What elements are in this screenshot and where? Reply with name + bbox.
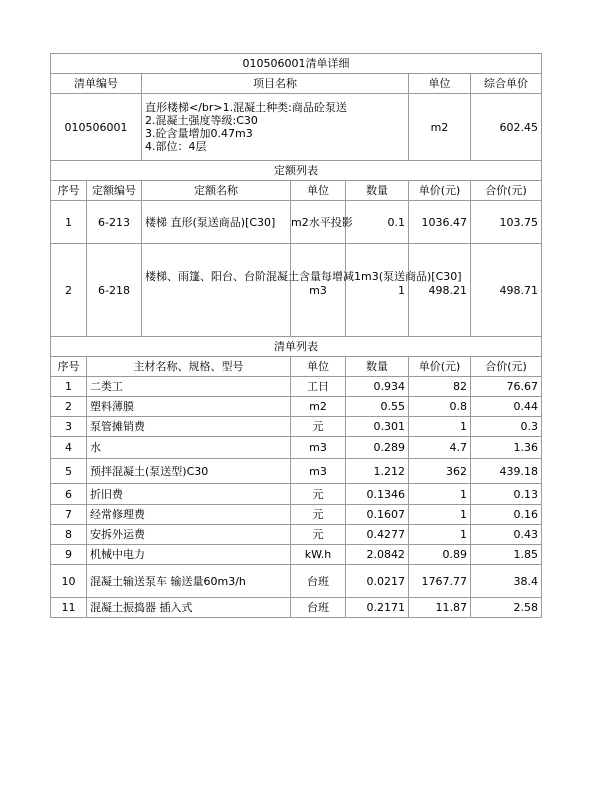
material-seq: 11 — [51, 598, 87, 618]
material-total: 1.36 — [471, 437, 542, 459]
bill-description — [142, 94, 409, 161]
bill-detail-table — [50, 53, 542, 357]
title-row — [51, 54, 542, 74]
material-name: 预拌混凝土(泵送型)C30 — [87, 459, 291, 484]
material-name: 二类工 — [87, 377, 291, 397]
material-unit: 台班 — [291, 598, 346, 618]
material-unit-price: 4.7 — [409, 437, 471, 459]
material-header-row — [51, 357, 542, 377]
material-name: 混凝土振捣器 插入式 — [87, 598, 291, 618]
material-total: 0.16 — [471, 505, 542, 525]
bill-header-row — [51, 74, 542, 94]
material-qty: 0.1346 — [346, 484, 409, 505]
quota-code-header: 定额编号 — [87, 181, 142, 201]
material-total: 0.3 — [471, 417, 542, 437]
quota-unit: m3 — [291, 244, 346, 337]
material-qty: 0.0217 — [346, 565, 409, 598]
material-name: 水 — [87, 437, 291, 459]
material-qty: 0.289 — [346, 437, 409, 459]
material-qty: 2.0842 — [346, 545, 409, 565]
material-name: 塑料薄膜 — [87, 397, 291, 417]
bill-description-line: 3.砼含量增加0.47m3 — [145, 127, 253, 140]
material-unit-price: 1 — [409, 525, 471, 545]
table-row — [51, 437, 542, 459]
quota-unit: m2水平投影 — [291, 201, 346, 244]
material-unit-price: 1 — [409, 417, 471, 437]
table-row — [51, 565, 542, 598]
quota-header-row — [51, 181, 542, 201]
material-unit: 台班 — [291, 565, 346, 598]
bill-description-line: 直形楼梯</br>1.混凝土种类:商品砼泵送 — [145, 101, 347, 114]
bill-price-header: 综合单价 — [471, 74, 542, 94]
bill-price: 602.45 — [471, 94, 542, 161]
quota-name: 楼梯、雨篷、阳台、台阶混凝土含量每增减1m3(泵送商品)[C30] — [142, 244, 291, 337]
table-row — [51, 397, 542, 417]
table-row — [51, 377, 542, 397]
material-name: 机械中电力 — [87, 545, 291, 565]
material-seq: 7 — [51, 505, 87, 525]
material-unit: 元 — [291, 484, 346, 505]
material-qty: 0.934 — [346, 377, 409, 397]
material-unit-price: 1 — [409, 484, 471, 505]
page-title: 010506001清单详细 — [51, 54, 542, 74]
quota-total: 103.75 — [471, 201, 542, 244]
quota-seq-header: 序号 — [51, 181, 87, 201]
quota-seq: 2 — [51, 244, 87, 337]
material-seq: 1 — [51, 377, 87, 397]
table-row — [51, 244, 542, 337]
quota-unit-price-header: 单价(元) — [409, 181, 471, 201]
material-table — [50, 356, 542, 618]
material-total: 2.58 — [471, 598, 542, 618]
table-row — [51, 598, 542, 618]
quota-qty-header: 数量 — [346, 181, 409, 201]
material-seq: 2 — [51, 397, 87, 417]
material-total: 0.13 — [471, 484, 542, 505]
material-name: 安拆外运费 — [87, 525, 291, 545]
material-seq: 4 — [51, 437, 87, 459]
material-unit-header: 单位 — [291, 357, 346, 377]
material-total-header: 合价(元) — [471, 357, 542, 377]
bill-code: 010506001 — [51, 94, 142, 161]
table-row — [51, 459, 542, 484]
material-section-row — [51, 337, 542, 357]
material-unit-price: 1767.77 — [409, 565, 471, 598]
bill-unit: m2 — [409, 94, 471, 161]
bill-unit-header: 单位 — [409, 74, 471, 94]
material-unit-price: 82 — [409, 377, 471, 397]
material-name-header: 主材名称、规格、型号 — [87, 357, 291, 377]
quota-name-header: 定额名称 — [142, 181, 291, 201]
material-qty: 0.2171 — [346, 598, 409, 618]
material-name: 折旧费 — [87, 484, 291, 505]
quota-total: 498.71 — [471, 244, 542, 337]
bill-description-line: 4.部位：4层 — [145, 140, 207, 153]
material-seq-header: 序号 — [51, 357, 87, 377]
material-section-title: 清单列表 — [51, 337, 542, 357]
material-qty: 0.55 — [346, 397, 409, 417]
material-qty-header: 数量 — [346, 357, 409, 377]
material-qty: 1.212 — [346, 459, 409, 484]
material-unit: m3 — [291, 437, 346, 459]
quota-qty: 0.1 — [346, 201, 409, 244]
material-total: 76.67 — [471, 377, 542, 397]
material-name: 经常修理费 — [87, 505, 291, 525]
bill-code-header: 清单编号 — [51, 74, 142, 94]
material-unit-price: 0.8 — [409, 397, 471, 417]
material-unit-price: 11.87 — [409, 598, 471, 618]
bill-row — [51, 94, 542, 161]
quota-qty: 1 — [346, 244, 409, 337]
material-seq: 8 — [51, 525, 87, 545]
quota-total-header: 合价(元) — [471, 181, 542, 201]
table-row — [51, 417, 542, 437]
quota-seq: 1 — [51, 201, 87, 244]
material-total: 38.4 — [471, 565, 542, 598]
material-unit-price: 0.89 — [409, 545, 471, 565]
material-unit: 工日 — [291, 377, 346, 397]
table-row — [51, 545, 542, 565]
quota-code: 6-213 — [87, 201, 142, 244]
material-unit-price-header: 单价(元) — [409, 357, 471, 377]
material-seq: 9 — [51, 545, 87, 565]
material-unit: m2 — [291, 397, 346, 417]
material-unit: 元 — [291, 417, 346, 437]
material-total: 1.85 — [471, 545, 542, 565]
quota-unit-price: 1036.47 — [409, 201, 471, 244]
material-qty: 0.1607 — [346, 505, 409, 525]
quota-section-title: 定额列表 — [51, 161, 542, 181]
material-unit: 元 — [291, 505, 346, 525]
material-seq: 5 — [51, 459, 87, 484]
table-row — [51, 201, 542, 244]
material-seq: 10 — [51, 565, 87, 598]
quota-code: 6-218 — [87, 244, 142, 337]
material-qty: 0.4277 — [346, 525, 409, 545]
quota-unit-price: 498.21 — [409, 244, 471, 337]
material-unit: 元 — [291, 525, 346, 545]
material-unit-price: 362 — [409, 459, 471, 484]
bill-name-header: 项目名称 — [142, 74, 409, 94]
material-qty: 0.301 — [346, 417, 409, 437]
material-name: 泵管摊销费 — [87, 417, 291, 437]
table-row — [51, 525, 542, 545]
material-unit: kW.h — [291, 545, 346, 565]
material-seq: 3 — [51, 417, 87, 437]
material-unit: m3 — [291, 459, 346, 484]
quota-section-row — [51, 161, 542, 181]
material-total: 439.18 — [471, 459, 542, 484]
bill-description-line: 2.混凝土强度等级:C30 — [145, 114, 258, 127]
quota-name: 楼梯 直形(泵送商品)[C30] — [142, 201, 291, 244]
table-row — [51, 484, 542, 505]
material-seq: 6 — [51, 484, 87, 505]
material-name: 混凝土输送泵车 输送量60m3/h — [87, 565, 291, 598]
material-total: 0.44 — [471, 397, 542, 417]
material-unit-price: 1 — [409, 505, 471, 525]
table-row — [51, 505, 542, 525]
material-total: 0.43 — [471, 525, 542, 545]
quota-unit-header: 单位 — [291, 181, 346, 201]
